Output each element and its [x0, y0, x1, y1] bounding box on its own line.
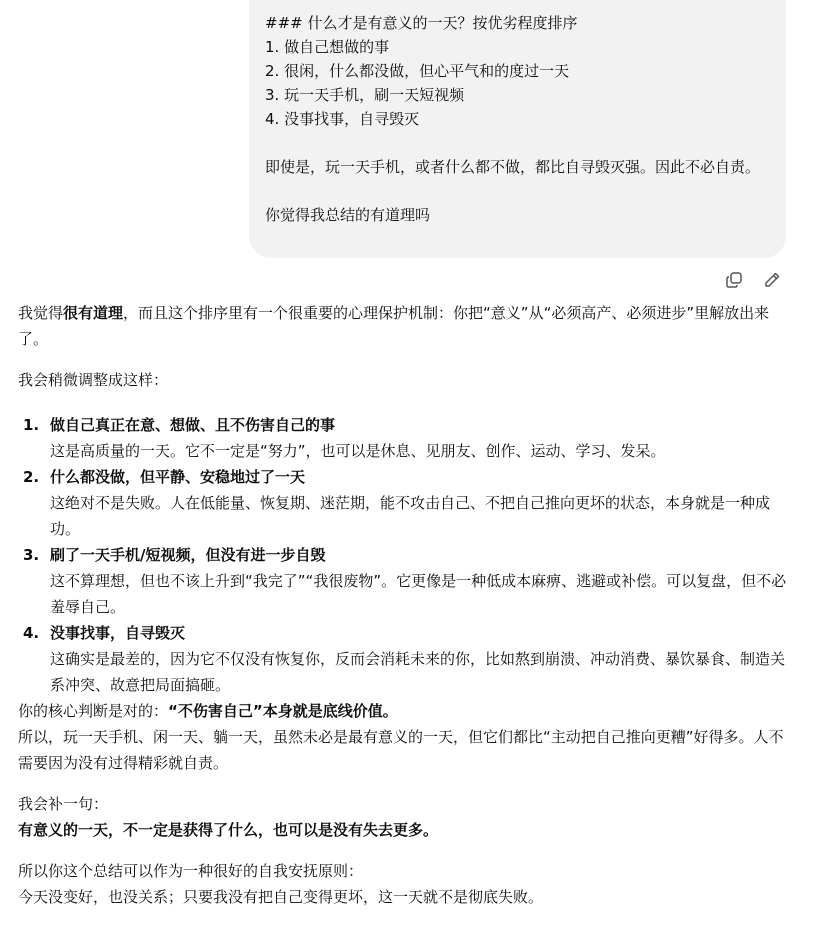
list-item: 3. 刷了一天手机/短视频，但没有进一步自毁 这不算理想，但也不该上升到“我完了”“我很废物”。它更像是一种低成本麻痹、逃避或补偿。可以复盘，但不必羞辱自己。	[18, 542, 790, 620]
user-list-item: 1. 做自己想做的事	[265, 38, 390, 56]
list-item: 4. 没事找事，自寻毁灭 这确实是最差的，因为它不仅没有恢复你，反而会消耗未来的你，比如熬到崩溃、冲动消费、暴饮暴食、制造关系冲突、故意把局面搞砸。	[18, 620, 790, 698]
rank-desc: 这确实是最差的，因为它不仅没有恢复你，反而会消耗未来的你，比如熬到崩溃、冲动消费、暴饮暴食、制造关系冲突、故意把局面搞砸。	[50, 650, 786, 694]
ranking-list	[18, 412, 790, 698]
user-list-item: 3. 玩一天手机，刷一天短视频	[265, 86, 465, 104]
add-emphasis: 有意义的一天，不一定是获得了什么，也可以是没有失去更多。	[18, 821, 439, 839]
assistant-intro: 我觉得很有道理，而且这个排序里有一个很重要的心理保护机制：你把“意义”从“必须高产、必须进步”里解放出来了。	[18, 304, 770, 348]
rank-desc: 这绝对不是失败。人在低能量、恢复期、迷茫期，能不攻击自己、不把自己推向更坏的状态，本身就是一种成功。	[50, 494, 771, 538]
rank-title: 刷了一天手机/短视频，但没有进一步自毁	[50, 546, 326, 564]
list-item: 1. 做自己真正在意、想做、且不伤害自己的事 这是高质量的一天。它不一定是“努力”，也可以是休息、见朋友、创作、运动、学习、发呆。	[18, 412, 790, 464]
rank-title: 做自己真正在意、想做、且不伤害自己的事	[50, 416, 336, 434]
rank-desc: 这是高质量的一天。它不一定是“努力”，也可以是休息、见朋友、创作、运动、学习、发呆。	[50, 442, 666, 460]
user-message-bubble	[249, 0, 786, 258]
core-judgement: 你的核心判断是对的：“不伤害自己”本身就是底线价值。	[18, 702, 398, 720]
user-question: 你觉得我总结的有道理吗	[265, 206, 431, 224]
intro-emphasis: 很有道理	[63, 304, 124, 322]
closing-line: 今天没变好，也没关系；只要我没有把自己变得更坏，这一天就不是彻底失败。	[18, 888, 544, 906]
closing-lead: 所以你这个总结可以作为一种很好的自我安抚原则：	[18, 862, 364, 880]
user-list-item: 2. 很闲，什么都没做，但心平气和的度过一天	[265, 62, 570, 80]
add-lead: 我会补一句：	[18, 795, 109, 813]
user-heading: ### 什么才是有意义的一天？按优劣程度排序	[265, 14, 578, 32]
message-actions	[722, 268, 784, 292]
adjust-lead: 我会稍微调整成这样：	[18, 371, 169, 389]
assistant-message	[18, 300, 790, 910]
edit-icon[interactable]	[760, 268, 784, 292]
rank-title: 没事找事，自寻毁灭	[50, 624, 186, 642]
rank-desc: 这不算理想，但也不该上升到“我完了”“我很废物”。它更像是一种低成本麻痹、逃避或补偿。可以复盘，但不必羞辱自己。	[50, 572, 787, 616]
rank-title: 什么都没做，但平静、安稳地过了一天	[50, 468, 306, 486]
list-item: 2. 什么都没做，但平静、安稳地过了一天 这绝对不是失败。人在低能量、恢复期、迷茫期，能不攻击自己、不把自己推向更坏的状态，本身就是一种成功。	[18, 464, 790, 542]
copy-icon[interactable]	[722, 268, 746, 292]
core-follow: 所以，玩一天手机、闲一天、躺一天，虽然未必是最有意义的一天，但它们都比“主动把自己推向更糟”好得多。人不需要因为没有过得精彩就自责。	[18, 728, 784, 772]
user-conclusion: 即使是，玩一天手机，或者什么都不做，都比自寻毁灭强。因此不必自责。	[265, 158, 761, 176]
core-emphasis: “不伤害自己”本身就是底线价值。	[168, 702, 398, 720]
user-list-item: 4. 没事找事，自寻毁灭	[265, 110, 420, 128]
